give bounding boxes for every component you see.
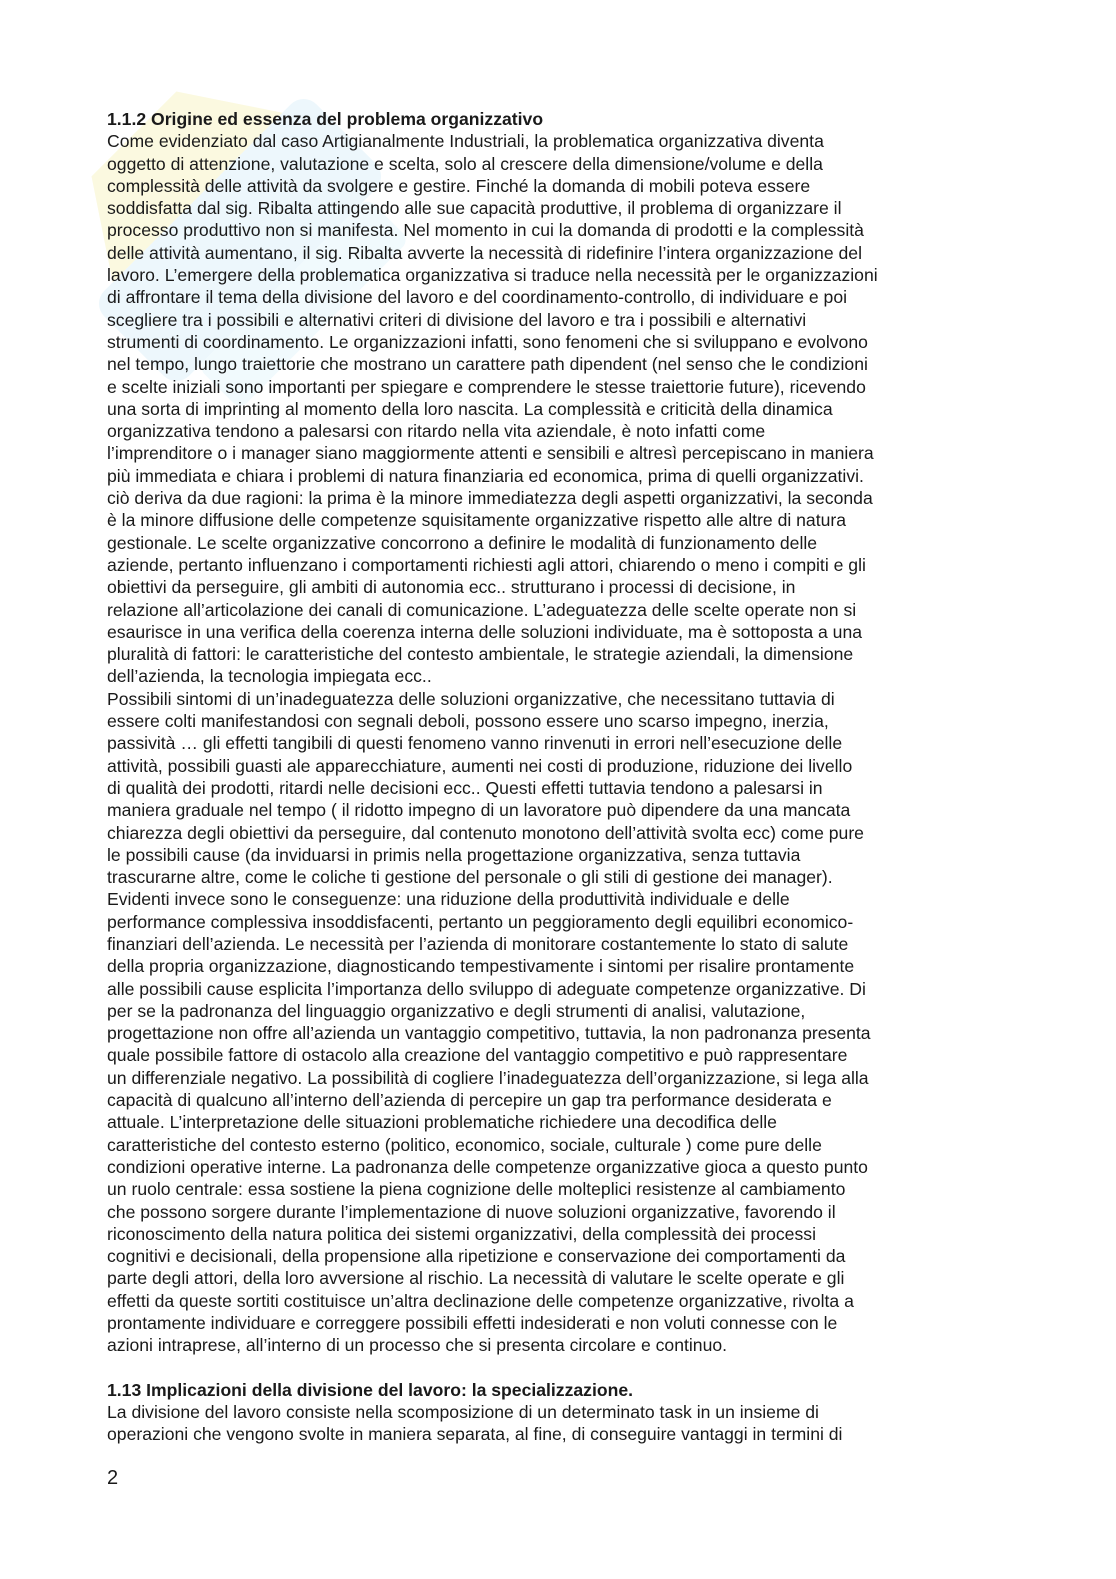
paragraph-origine-2: Possibili sintomi di un’inadeguatezza delle soluzioni organizzative, che necessitano tuttavia di essere colti manifestandosi con segnali deboli, possono essere uno scarso impegno, inerzia, passività … gli effetti tangibili di questi fenomeno vanno rinvenuti in errori nell’esecuzione delle attività, possibili guasti ale apparecchiature, aumenti nei costi di produzione, riduzione dei livello di qualità dei prodotti, ritardi nelle decisioni ecc.. Questi effetti tuttavia tendono a palesarsi in maniera graduale nel tempo ( il ridotto impegno di un lavoratore può dipendere da una mancata chiarezza degli obiettivi da perseguire, dal contenuto monotono dell’attività svolta ecc) come pure le possibili cause (da inviduarsi in primis nella progettazione organizzativa, senza tuttavia trascurarne altre, come le coliche ti gestione del personale o gli stili di gestione dei manager). Evidenti invece sono le conseguenze: una riduzione della produttività individuale e delle performance complessiva insoddisfacenti, pertanto un peggioramento degli equilibri economico- finanziari dell’azienda. Le necessità per l’azienda di monitorare costantemente lo stato di salute della propria organizzazione, diagnosticando tempestivamente i sintomi per risalire prontamente alle possibili cause esplicita l’importanza dello sviluppo di adeguate competenze organizzative. Di per se la padronanza del linguaggio organizzativo e degli strumenti di analisi, valutazione, progettazione non offre all’azienda un vantaggio competitivo, tuttavia, la non padronanza presenta quale possibile fattore di ostacolo alla creazione del vantaggio competitivo e può rappresentare un differenziale negativo. La possibilità di cogliere l’inadeguatezza dell’organizzazione, si lega alla capacità di qualcuno all’interno dell’azienda di percepire un gap tra performance desiderata e attuale. L’interpretazione delle situazioni problematiche richiedere una decodifica delle caratteristiche del contesto esterno (politico, economico, sociale, culturale ) come pure delle condizioni operative interne. La padronanza delle competenze organizzative gioca a questo punto un ruolo centrale: essa sostiene la piena cognizione delle molteplici resistenze al cambiamento che possono sorgere durante l’implementazione di nuove soluzioni organizzative, favorendo il riconoscimento della natura politica dei sistemi organizzativi, della complessità dei processi cognitivi e decisionali, della propensione alla ripetizione e conservazione dei comportamenti da parte degli attori, della loro avversione al rischio. La necessità di valutare le scelte operate e gli effetti da queste sortiti costituisce un’altra declinazione delle competenze organizzative, rivolta a prontamente individuare e correggere possibili effetti indesiderati e non voluti connesse con le azioni intraprese, all’interno di un processo che si presenta circolare e continuo. [107, 688, 871, 1356]
paragraph-specializzazione-1: La divisione del lavoro consiste nella scomposizione di un determinato task in un insieme di operazioni che vengono svolte in maniera separata, al fine, di conseguire vantaggi in termini di [107, 1401, 843, 1445]
section-heading-specializzazione: 1.13 Implicazioni della divisione del lavoro: la specializzazione. [107, 1379, 634, 1400]
document-page [107, 108, 1007, 1446]
paragraph-origine-1: Come evidenziato dal caso Artigianalmente Industriali, la problematica organizzativa diventa oggetto di attenzione, valutazione e scelta, solo al crescere della dimensione/volume e della complessità delle attività da svolgere e gestire. Finché la domanda di mobili poteva essere soddisfatta dal sig. Ribalta attingendo alle sue capacità produttive, il problema di organizzare il processo produttivo non si manifesta. Nel momento in cui la domanda di prodotti e la complessità delle attività aumentano, il sig. Ribalta avverte la necessità di ridefinire l’intera organizzazione del lavoro. L’emergere della problematica organizzativa si traduce nella necessità per le organizzazioni di affrontare il tema della divisione del lavoro e del coordinamento-controllo, di individuare e poi scegliere tra i possibili e alternativi criteri di divisione del lavoro e tra i possibili e alternativi strumenti di coordinamento. Le organizzazioni infatti, sono fenomeni che si sviluppano e evolvono nel tempo, lungo traiettorie che mostrano un carattere path dipendent (nel senso che le condizioni e scelte iniziali sono importanti per spiegare e comprendere le stesse traiettorie future), ricevendo una sorta di imprinting al momento della loro nascita. La complessità e criticità della dinamica organizzativa tendono a palesarsi con ritardo nella vita aziendale, è noto infatti come l’imprenditore o i manager siano maggiormente attenti e sensibili e altresì percepiscano in maniera più immediata e chiara i problemi di natura finanziaria ed economica, prima di quelli organizzativi. ciò deriva da due ragioni: la prima è la minore immediatezza degli aspetti organizzativi, la seconda è la minore diffusione delle competenze squisitamente organizzative rispetto alle altre di natura gestionale. Le scelte organizzative concorrono a definire le modalità di funzionamento delle aziende, pertanto influenzano i comportamenti richiesti agli attori, chiarendo o meno i compiti e gli obiettivi da perseguire, gli ambiti di autonomia ecc.. strutturano i processi di decisione, in relazione all’articolazione dei canali di comunicazione. L’adeguatezza delle scelte operate non si esaurisce in una verifica della coerenza interna delle soluzioni individuate, ma è sottoposta a una pluralità di fattori: le caratteristiche del contesto ambientale, le strategie aziendali, la dimensione dell’azienda, la tecnologia impiegata ecc.. [107, 131, 878, 687]
section-heading-origine: 1.1.2 Origine ed essenza del problema organizzativo [107, 109, 544, 129]
section-spacer [107, 1357, 1007, 1379]
page-number: 2 [107, 1467, 119, 1489]
